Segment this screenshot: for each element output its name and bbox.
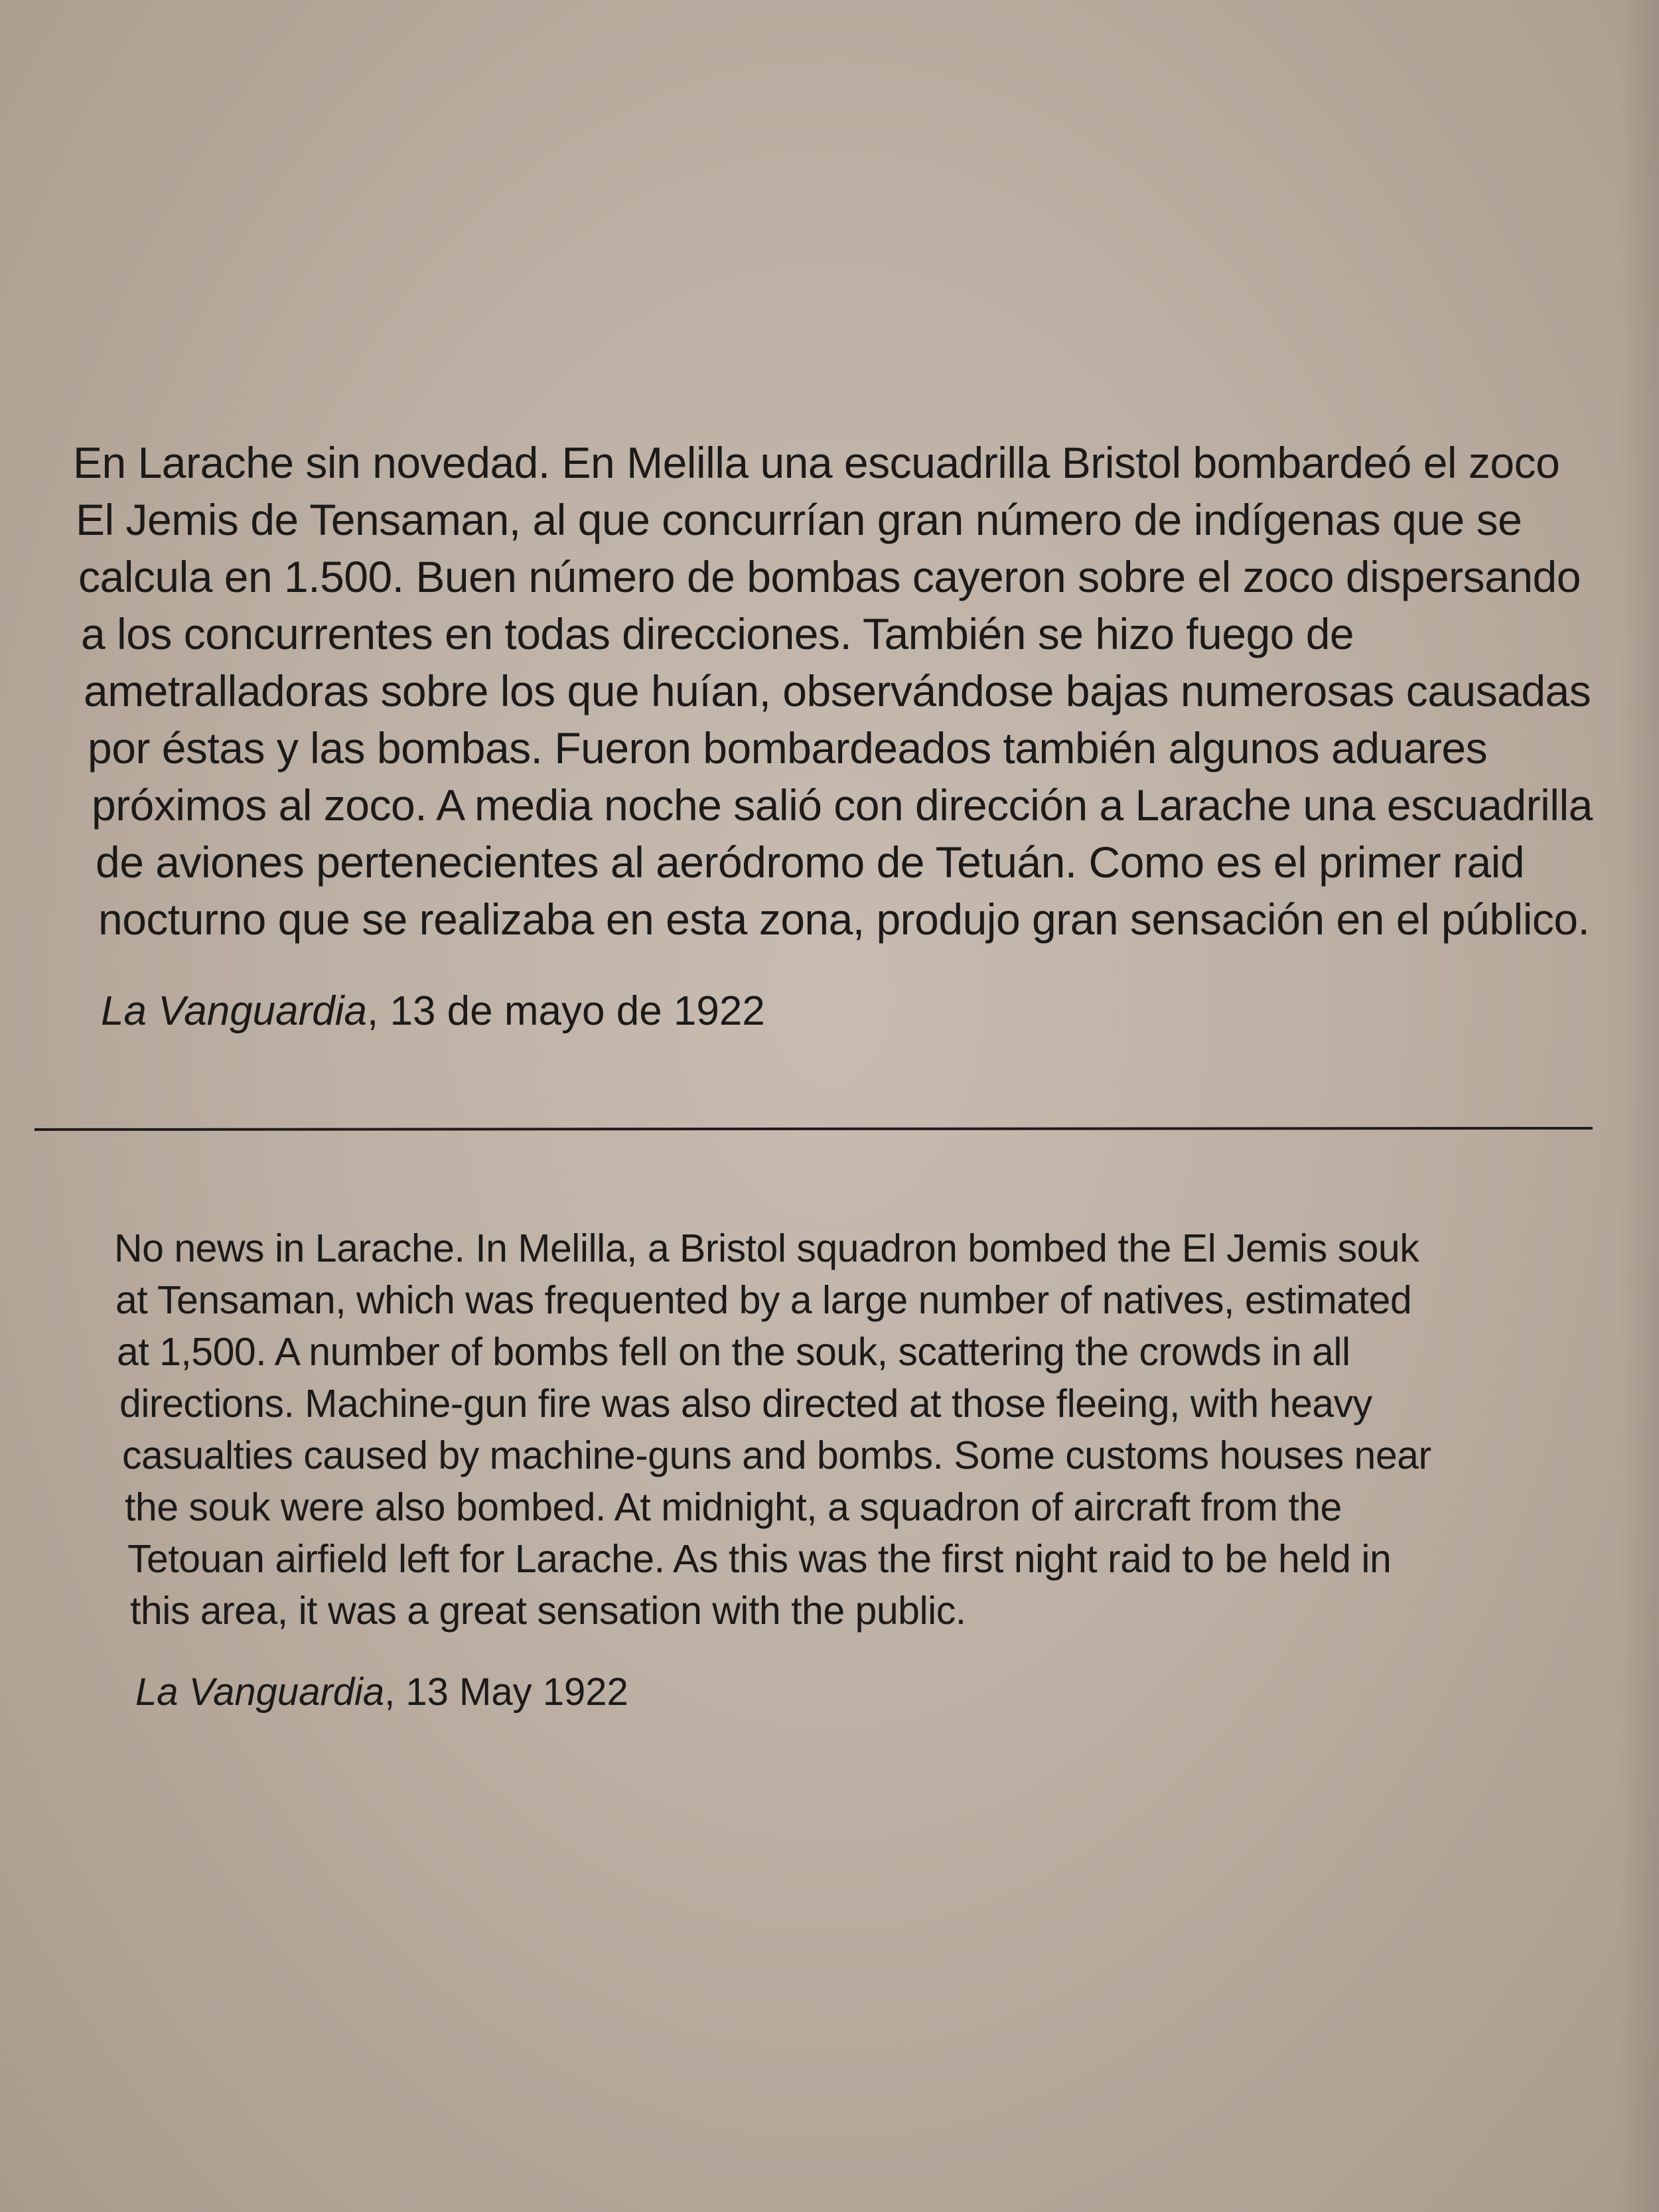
citation-publication: La Vanguardia [135, 1670, 385, 1714]
spanish-quote [73, 434, 1593, 948]
spanish-citation [101, 988, 765, 1035]
quote-line: the souk were also bombed. At midnight, a squadron of aircraft from the [125, 1485, 1342, 1529]
quote-line: casualties caused by machine-guns and bombs. Some customs houses near [122, 1434, 1431, 1477]
quote-line: Tetouan airfield left for Larache. As this was the first night raid to be held in [127, 1537, 1392, 1581]
quote-line: directions. Machine-gun fire was also directed at those fleeing, with heavy [119, 1382, 1372, 1426]
quote-line: En Larache sin novedad. En Melilla una escuadrilla Bristol bombardeó el zoco [73, 438, 1560, 487]
english-citation [135, 1670, 628, 1714]
english-quote [114, 1222, 1431, 1637]
quote-line: de aviones pertenecientes al aeródromo de Tetuán. Como es el primer raid [96, 838, 1525, 887]
wall-shadow [1619, 0, 1659, 2212]
quote-line: this area, it was a great sensation with the public. [130, 1589, 966, 1633]
quote-line: por éstas y las bombas. Fueron bombardeados también algunos aduares [88, 723, 1488, 773]
divider-rule [35, 1127, 1593, 1131]
quote-line: próximos al zoco. A media noche salió con dirección a Larache una escuadrilla [92, 780, 1593, 830]
quote-line: a los concurrentes en todas direcciones. También se hizo fuego de [81, 609, 1354, 658]
citation-publication: La Vanguardia [101, 988, 368, 1034]
quote-line: nocturno que se realizaba en esta zona, produjo gran sensación en el público. [98, 895, 1590, 944]
quote-line: El Jemis de Tensaman, al que concurrían gran número de indígenas que se [76, 495, 1522, 544]
citation-date: , 13 de mayo de 1922 [367, 988, 765, 1034]
quote-line: calcula en 1.500. Buen número de bombas cayeron sobre el zoco dispersando [78, 552, 1581, 601]
citation-date: , 13 May 1922 [384, 1670, 628, 1714]
quote-line: No news in Larache. In Melilla, a Bristol squadron bombed the El Jemis souk [114, 1226, 1419, 1270]
quote-line: at 1,500. A number of bombs fell on the souk, scattering the crowds in all [117, 1330, 1350, 1374]
quote-line: at Tensaman, which was frequented by a large number of natives, estimated [115, 1278, 1412, 1322]
quote-line: ametralladoras sobre los que huían, observándose bajas numerosas causadas [84, 666, 1591, 715]
